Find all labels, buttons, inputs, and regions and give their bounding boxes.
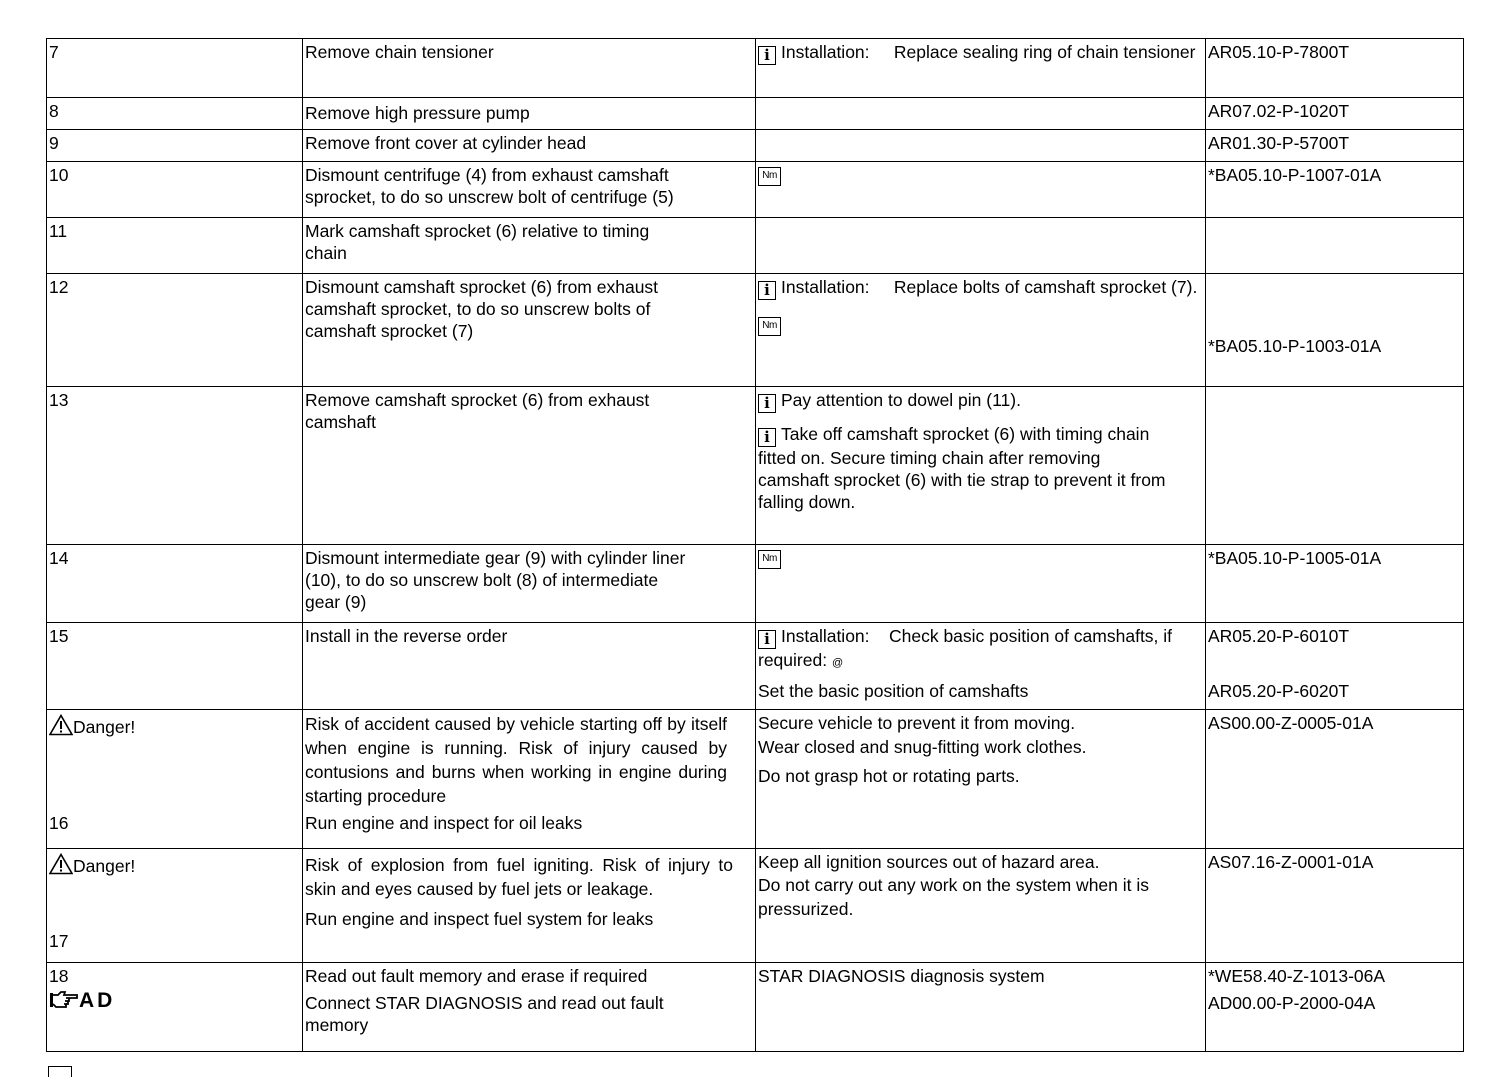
reference-link[interactable]: *WE58.40-Z-1013-06A (1208, 966, 1386, 986)
note-cell (756, 130, 1206, 162)
info-icon: i (758, 630, 776, 649)
reference-link[interactable]: AR07.02-P-1020T (1206, 98, 1464, 130)
step-number: 14 (47, 545, 303, 623)
reference-link[interactable]: AS07.16-Z-0001-01A (1206, 849, 1464, 963)
note-cell (756, 218, 1206, 274)
info-icon: i (758, 281, 776, 300)
step-number: 16 (49, 813, 69, 833)
note-text: STAR DIAGNOSIS diagnosis system (756, 963, 1206, 1052)
step-number: 15 (47, 623, 303, 710)
action-text: Run engine and inspect fuel system for leaks (305, 909, 654, 929)
procedure-table (46, 38, 1464, 1052)
info-text: Replace sealing ring of chain tensioner (893, 42, 1196, 62)
risk-cell (303, 710, 756, 849)
table-row (47, 387, 1464, 545)
note-cell (756, 98, 1206, 130)
reference-link[interactable]: AD00.00-P-2000-04A (1208, 993, 1376, 1013)
reference-link[interactable]: AR05.20-P-6020T (1208, 681, 1350, 701)
ad-tag: AD (79, 989, 116, 1012)
info-label: Installation: (781, 626, 870, 646)
torque-nm-icon[interactable]: Nm (758, 167, 781, 186)
info-text: Check basic position of camshafts, if required: (758, 626, 1173, 670)
note-text: Keep all ignition sources out of hazard area. (758, 852, 1100, 872)
info-icon: i (758, 46, 776, 65)
action-text: Run engine and inspect for oil leaks (305, 813, 583, 833)
action-text: Install in the reverse order (303, 623, 756, 710)
note-cell (756, 849, 1206, 963)
note-cell (756, 162, 1206, 218)
reference-link[interactable]: AS00.00-Z-0005-01A (1206, 710, 1464, 849)
table-row (47, 710, 1464, 849)
note-text: Secure vehicle to prevent it from moving. (758, 713, 1076, 733)
table-row (47, 849, 1464, 963)
action-text: Dismount camshaft sprocket (6) from exhaust camshaft sprocket, to do so unscrew bolts of camshaft sprocket (7) (303, 274, 756, 387)
pointing-hand-icon (49, 989, 79, 1009)
action-text: Remove high pressure pump (303, 98, 756, 130)
table-row (47, 39, 1464, 98)
note-cell (756, 710, 1206, 849)
info-label: Installation: (781, 42, 870, 62)
reference-cell (1206, 218, 1464, 274)
info-text: Take off camshaft sprocket (6) with timing chain fitted on. Secure timing chain after removing camshaft sprocket (6) with tie strap to prevent it from falling down. (758, 424, 1166, 512)
step-number: 9 (47, 130, 303, 162)
danger-label: Danger! (73, 717, 136, 737)
action-cell (303, 963, 756, 1052)
step-number: 8 (47, 98, 303, 130)
note-text: Wear closed and snug-fitting work clothes. (758, 737, 1087, 757)
torque-nm-icon[interactable]: Nm (758, 317, 781, 336)
reference-cell (1206, 274, 1464, 387)
action-text: Connect STAR DIAGNOSIS and read out fault memory (305, 993, 664, 1035)
note-cell (756, 39, 1206, 98)
danger-cell (47, 849, 303, 963)
warning-triangle-icon (49, 853, 73, 875)
reference-link[interactable]: AR01.30-P-5700T (1206, 130, 1464, 162)
step-cell (47, 963, 303, 1052)
table-row (47, 623, 1464, 710)
reference-link[interactable]: *BA05.10-P-1003-01A (1208, 336, 1382, 356)
note-cell (756, 274, 1206, 387)
risk-text: Risk of explosion from fuel igniting. Risk of injury to skin and eyes caused by fuel jets or leakage. (305, 855, 733, 899)
action-text: Remove chain tensioner (303, 39, 756, 98)
action-text: Dismount centrifuge (4) from exhaust camshaft sprocket, to do so unscrew bolt of centrifuge (5) (303, 162, 756, 218)
at-link-icon[interactable]: @ (831, 657, 844, 669)
action-text: Remove front cover at cylinder head (303, 130, 756, 162)
reference-link[interactable]: AR05.20-P-6010T (1208, 626, 1350, 646)
note-text: Do not grasp hot or rotating parts. (758, 766, 1020, 786)
reference-link[interactable]: *BA05.10-P-1007-01A (1206, 162, 1464, 218)
reference-cell (1206, 963, 1464, 1052)
note-cell (756, 545, 1206, 623)
step-number: 10 (47, 162, 303, 218)
reference-link[interactable]: *BA05.10-P-1005-01A (1206, 545, 1464, 623)
step-number: 7 (47, 39, 303, 98)
step-number: 13 (47, 387, 303, 545)
danger-cell (47, 710, 303, 849)
note-text: Set the basic position of camshafts (758, 681, 1029, 701)
warning-triangle-icon (49, 714, 73, 736)
info-icon: i (758, 394, 776, 413)
action-text: Dismount intermediate gear (9) with cylinder liner (10), to do so unscrew bolt (8) of intermediate gear (9) (303, 545, 756, 623)
table-row (47, 98, 1464, 130)
reference-link[interactable]: AR05.10-P-7800T (1206, 39, 1464, 98)
info-text: Pay attention to dowel pin (11). (781, 390, 1021, 410)
action-text: Mark camshaft sprocket (6) relative to timing chain (303, 218, 756, 274)
info-label: Installation: (781, 277, 870, 297)
action-text: Read out fault memory and erase if required (305, 966, 648, 986)
note-text: Do not carry out any work on the system when it is pressurized. (758, 875, 1149, 919)
step-number: 12 (47, 274, 303, 387)
table-row (47, 218, 1464, 274)
step-number: 11 (47, 218, 303, 274)
risk-cell (303, 849, 756, 963)
risk-text: Risk of accident caused by vehicle starting off by itself when engine is running. Risk of injury caused by contusions and burns when working in engine during starting procedure (305, 714, 727, 806)
reference-cell (1206, 623, 1464, 710)
table-row (47, 274, 1464, 387)
note-cell (756, 623, 1206, 710)
info-icon: i (758, 428, 776, 447)
step-number: 17 (49, 931, 69, 951)
table-row (47, 162, 1464, 218)
table-row (47, 545, 1464, 623)
torque-nm-icon[interactable]: Nm (758, 550, 781, 569)
action-text: Remove camshaft sprocket (6) from exhaust camshaft (303, 387, 756, 545)
step-number: 18 (49, 966, 69, 986)
table-row (47, 963, 1464, 1052)
reference-cell (1206, 387, 1464, 545)
danger-label: Danger! (73, 856, 136, 876)
info-text: Replace bolts of camshaft sprocket (7). (893, 277, 1198, 297)
note-cell (756, 387, 1206, 545)
table-row (47, 130, 1464, 162)
